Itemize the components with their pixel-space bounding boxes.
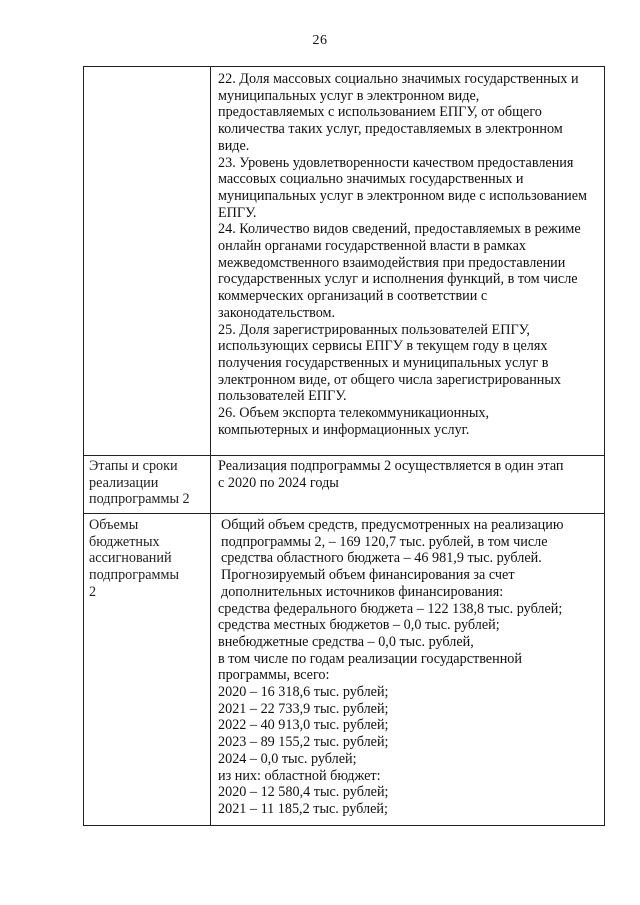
indicator-line: коммерческих организаций в соответствии с	[218, 288, 488, 305]
budget-content-line: дополнительных источников финансирования:	[221, 583, 504, 600]
indicators-label-cell	[84, 67, 211, 456]
stages-label-line: реализации	[89, 474, 159, 491]
indicator-line: государственных услуг и исполнения функций, в том числе	[218, 271, 578, 288]
indicator-line: муниципальных услуг в электронном виде,	[218, 87, 480, 104]
indicator-line: виде.	[218, 137, 250, 154]
budget-label-line: ассигнований	[89, 550, 172, 567]
indicator-line: предоставляемых с использованием ЕПГУ, от общего	[218, 104, 542, 121]
budget-content-line: внебюджетные средства – 0,0 тыс. рублей,	[218, 633, 474, 650]
budget-content-line: 2021 – 22 733,9 тыс. рублей;	[218, 700, 389, 717]
budget-content-line: 2022 – 40 913,0 тыс. рублей;	[218, 717, 389, 734]
table-row-stages	[84, 456, 605, 514]
budget-content-line: 2020 – 16 318,6 тыс. рублей;	[218, 684, 389, 701]
page-number: 26	[312, 33, 328, 48]
budget-label-cell	[84, 514, 211, 826]
indicator-line: 25. Доля зарегистрированных пользователей ЕПГУ,	[218, 321, 530, 338]
stages-label-cell	[84, 456, 211, 514]
budget-content-line: 2024 – 0,0 тыс. рублей;	[218, 750, 357, 767]
budget-label-line: 2	[89, 583, 97, 600]
indicators-content-cell	[211, 67, 605, 456]
budget-content-line: Прогнозируемый объем финансирования за счет	[221, 567, 515, 584]
stages-label-line: подпрограммы 2	[89, 491, 190, 508]
budget-content-line: 2023 – 89 155,2 тыс. рублей;	[218, 734, 389, 751]
budget-content-line: подпрограммы 2, – 169 120,7 тыс. рублей, в том числе	[221, 533, 548, 550]
indicator-line: получения государственных и муниципальных услуг в	[218, 354, 549, 371]
budget-content-cell	[211, 514, 605, 826]
budget-content-line: средства федерального бюджета – 122 138,8 тыс. рублей;	[218, 600, 563, 617]
indicator-line: использующих сервисы ЕПГУ в текущем году в целях	[218, 338, 548, 355]
indicator-line: муниципальных услуг в электронном виде с использованием	[218, 187, 587, 204]
indicator-line: законодательством.	[218, 304, 336, 321]
budget-label-line: Объемы	[89, 517, 139, 533]
indicator-line: электронном виде, от общего числа зарегистрированных	[218, 371, 562, 388]
budget-content-line: 2021 – 11 185,2 тыс. рублей;	[218, 800, 388, 817]
budget-content-line: из них: областной бюджет:	[218, 767, 381, 784]
indicator-line: 24. Количество видов сведений, предоставляемых в режиме	[218, 221, 581, 238]
indicator-line: 26. Объем экспорта телекоммуникационных,	[218, 405, 490, 422]
stages-content-cell	[211, 456, 605, 514]
budget-content-line: 2020 – 12 580,4 тыс. рублей;	[218, 784, 389, 801]
indicator-line: компьютерных и информационных услуг.	[218, 421, 470, 438]
budget-content-line: в том числе по годам реализации государственной	[218, 650, 522, 667]
budget-content-line: средства областного бюджета – 46 981,9 тыс. рублей.	[221, 550, 542, 567]
indicator-line: онлайн органами государственной власти в рамках	[218, 238, 526, 255]
stages-content-line: с 2020 по 2024 годы	[218, 474, 339, 491]
indicator-line: 23. Уровень удовлетворенности качеством предоставления	[218, 154, 574, 171]
indicator-line: пользователей ЕПГУ.	[218, 388, 347, 405]
budget-content-line: программы, всего:	[218, 667, 330, 684]
stages-content-line: Реализация подпрограммы 2 осуществляется в один этап	[218, 458, 564, 474]
budget-content-line: Общий объем средств, предусмотренных на реализацию	[221, 517, 564, 533]
table-row-budget	[84, 514, 605, 826]
indicator-line: межведомственного взаимодействия при предоставлении	[218, 254, 566, 271]
indicator-line: количества таких услуг, предоставляемых в электронном	[218, 121, 563, 138]
subprogram-passport-table	[83, 66, 605, 826]
table-row-indicators	[84, 67, 605, 456]
budget-label-line: бюджетных	[89, 533, 160, 550]
indicator-line: ЕПГУ.	[218, 204, 257, 221]
budget-content-line: средства местных бюджетов – 0,0 тыс. рублей;	[218, 617, 500, 634]
stages-label-line: Этапы и сроки	[89, 458, 178, 474]
indicator-line: массовых социально значимых государственных и	[218, 171, 524, 188]
indicator-line: 22. Доля массовых социально значимых государственных и	[218, 71, 579, 87]
budget-label-line: подпрограммы	[89, 567, 179, 584]
